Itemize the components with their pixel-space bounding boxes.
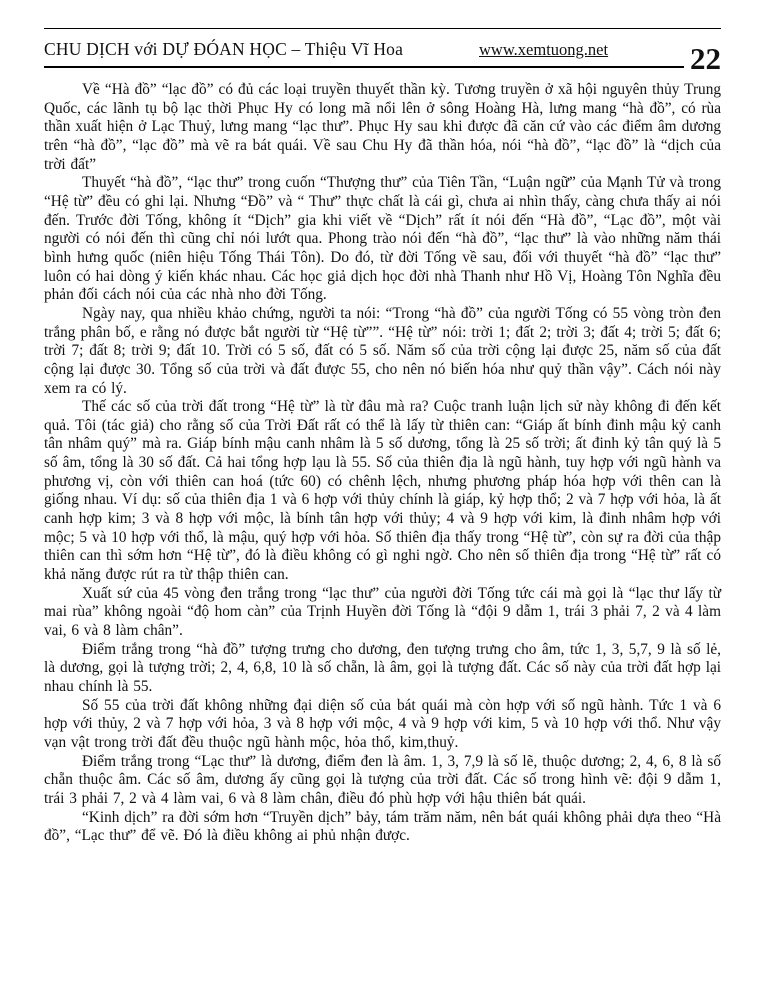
paragraph: Về “Hà đồ” “lạc đồ” có đủ các loại truyền thuyết thần kỳ. Tương truyền ở xã hội nguyên thủy Trung Quốc, các lãnh tụ bộ lạc thời Phục Hy có long mã nổi lên ở sông Hoàng Hà, lưng mang “hà đồ”, có rùa thần xuất hiện ở Lạc Thuỷ, lưng mang “lạc thư”. Phục Hy sau khi được đã căn cứ vào các điểm âm dương trên “hà đồ”, “lạc đồ” mà vẽ ra bát quái. Về sau Chu Hy đã thần hóa, nói “hà đồ”, “lạc đồ” là “dịch của trời đất”	[44, 81, 721, 173]
paragraph: “Kinh dịch” ra đời sớm hơn “Truyền dịch” bảy, tám trăm năm, nên bát quái không phải dựa theo “Hà đồ”, “Lạc thư” để vẽ. Đó là điều không ai phủ nhận được.	[44, 808, 721, 845]
paragraph: Điểm trắng trong “Lạc thư” là dương, điểm đen là âm. 1, 3, 7,9 là số lẽ, thuộc dương; 2, 4, 6, 8 là số chẵn thuộc âm. Các số âm, dương ấy cũng gọi là tượng của trời đất. Các số trong hình vẽ: đội 9 dẫm 1, trái 3 phải 7, 2 và 4 làm vai, 6 và 8 làm chân, điều đó phù hợp với hậu thiên bát quái.	[44, 752, 721, 807]
paragraph: Xuất sứ của 45 vòng đen trắng trong “lạc thư” của người đời Tống tức cái mà gọi là “lạc thư lấy từ mai rùa” không ngoài “độ hom càn” của Trịnh Huyền đời Tống là “đội 9 dẫm 1, trái 3 phải 7, 2 và 4 làm vai, 6 và 8 làm chân”.	[44, 584, 721, 640]
page-header	[44, 28, 721, 76]
paragraph: Ngày nay, qua nhiều khảo chứng, người ta nói: “Trong “hà đồ” của người Tống có 55 vòng tròn đen trắng phân bố, e rằng nó được bắt người từ “Hệ từ””. “Hệ từ” nói: trời 1; đất 2; trời 3; đất 4; trời 5; đất 6; trời 7; đất 8; trời 9; đất 10. Trời có 5 số, đất có 5 số. Năm số của trời cộng lại được 25, năm số của đất cộng lại được 30. Tổng số của trời và đất được 55, cho nên nó biến hóa như quỷ thần vậy”. Cách nói này xem ra có lý.	[44, 304, 721, 397]
book-title: CHU DỊCH với DỰ ĐÓAN HỌC – Thiệu Vĩ Hoa	[44, 39, 404, 59]
document-body	[44, 81, 721, 846]
paragraph: Thế các số của trời đất trong “Hệ từ” là từ đâu mà ra? Cuộc tranh luận lịch sử này không đi đến kết quả. Tôi (tác giả) cho rằng số của Trời Đất rất có thể là lấy từ thiên can: “Giáp ất bính đinh mậu kỷ canh tân nhâm quý” mà ra. Giáp bính mậu canh nhâm là 5 số dương, tổng là 25 số trời; ất đinh kỷ tân quý là 5 số âm, tổng là 30 số đất. Cả hai tổng hợp lạu là 55. Số của thiên địa là ngũ hành, tuy hợp với ngũ hành va phương vị, còn với thiên can hoá (tức 60) có chênh lệch, nhưng phương pháp hóa hợp với thên can là giống nhau. Ví dụ: số của thiên địa 1 và 6 hợp với thủy chính là giáp, kỷ hợp thổ; 2 và 7 hợp với hỏa, là ất canh hợp kim; 3 và 8 hợp với mộc, là bính tân hợp với thủy; 4 và 9 hợp với kim, là đinh nhâm hợp với mộc; 5 và 10 hợp với thổ, là mậu, quý hợp với hỏa. Số thiên địa thấy trong “Hệ từ”, còn sự ra đời của thập thiên can thì sớm hơn “Hệ từ”, đó là điều không có gì nghi ngờ. Cho nên số thiên địa trong “Hệ từ” rất có khả năng được rút ra từ thập thiên can.	[44, 398, 721, 584]
paragraph: Điểm trắng trong “hà đồ” tượng trưng cho dương, đen tượng trưng cho âm, tức 1, 3, 5,7, 9 là số lẻ, là dương, gọi là tượng trời; 2, 4, 6,8, 10 là số chẵn, là âm, gọi là tượng đất. Các số này của trời đất hợp lại nhau chính là 55.	[44, 640, 721, 695]
website-link: www.xemtuong.net	[479, 40, 609, 59]
paragraph: Thuyết “hà đồ”, “lạc thư” trong cuốn “Thượng thư” của Tiên Tần, “Luận ngữ” của Mạnh Tử và trong “Hệ từ” đều có ghi lại. Nhưng “Đồ” và “ Thư” thực chất là cái gì, chưa ai nhìn thấy, càng chưa thấy ai nói đến. Trước đời Tống, không ít “Dịch” gia khi viết về “Dịch” rất ít nói đến “Hà đồ”, “Lạc đồ”, một vài người có nói đến thì cũng chỉ nói lướt qua. Phong trào nói đến “hà đồ”, “lạc thư” là vào những năm thái bình hưng quốc (niên hiệu Tống Thái Tôn). Do đó, từ đời Tống về sau, đối với thuyết “hà đồ” “lạc thư” luôn có hai dòng ý kiến khác nhau. Các học giả dịch học đời nhà Thanh như Hồ Vị, Hoàng Tôn Nghĩa đều phản đối cách nói của các nhà nho đời Tống.	[44, 174, 721, 304]
paragraph: Số 55 của trời đất không những đại diện số của bát quái mà còn hợp với số ngũ hành. Tức 1 và 6 hợp với thủy, 2 và 7 hợp với hỏa, 3 và 8 hợp với mộc, 4 và 9 hợp với kim, 5 và 10 hợp với thổ. Như vậy vạn vật trong trời đất đều thuộc ngũ hành mộc, hỏa thổ, kim,thuỷ.	[44, 696, 721, 751]
page-number: 22	[684, 43, 721, 74]
